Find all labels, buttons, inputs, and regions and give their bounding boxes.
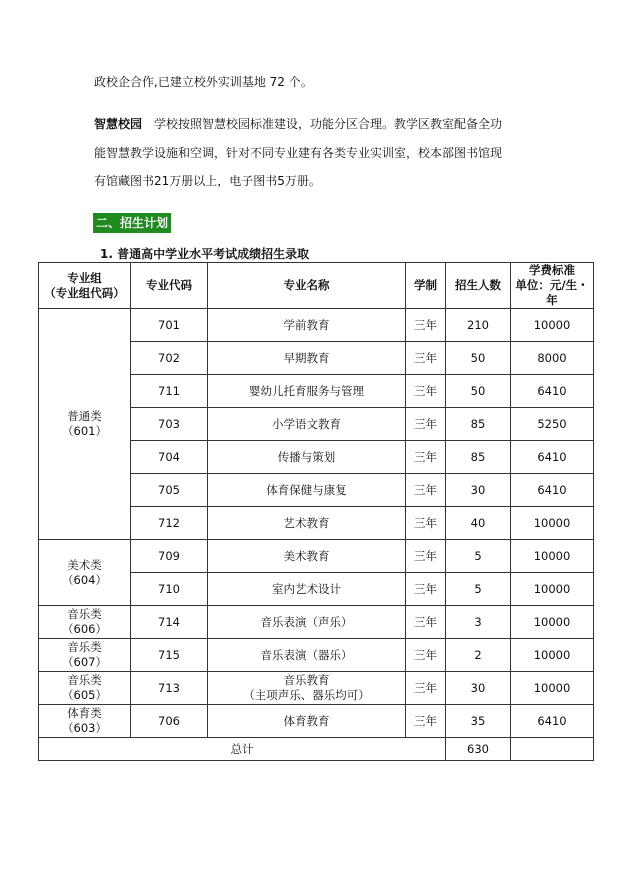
section-heading-enrollment-plan: 二、招生计划 [93,213,171,233]
major-name-cell: 美术教育 [208,540,406,573]
major-code-cell: 714 [131,606,208,639]
enroll-count-cell: 30 [446,672,511,705]
duration-cell: 三年 [406,639,446,672]
group-cell: 美术类 （604） [39,540,131,606]
tuition-fee-cell: 10000 [511,606,594,639]
tuition-fee-cell: 6410 [511,441,594,474]
enroll-count-cell: 5 [446,573,511,606]
tuition-fee-cell: 10000 [511,573,594,606]
tuition-fee-cell: 6410 [511,474,594,507]
major-name-cell: 音乐表演（器乐） [208,639,406,672]
major-name-cell: 小学语文教育 [208,408,406,441]
major-code-cell: 713 [131,672,208,705]
enroll-count-cell: 50 [446,375,511,408]
major-code-cell: 702 [131,342,208,375]
duration-cell: 三年 [406,705,446,738]
table-row [39,606,594,639]
enroll-count-cell: 50 [446,342,511,375]
major-code-cell: 706 [131,705,208,738]
major-code-cell: 704 [131,441,208,474]
group-cell: 音乐类 （606） [39,606,131,639]
tuition-fee-cell: 6410 [511,705,594,738]
major-name-cell: 传播与策划 [208,441,406,474]
duration-cell: 三年 [406,672,446,705]
enrollment-plan-table [38,262,594,761]
header-name: 专业名称 [208,263,406,309]
tuition-fee-cell: 5250 [511,408,594,441]
header-duration: 学制 [406,263,446,309]
enroll-count-cell: 210 [446,309,511,342]
tuition-fee-cell: 8000 [511,342,594,375]
enroll-count-cell: 30 [446,474,511,507]
major-code-cell: 705 [131,474,208,507]
major-name-cell: 室内艺术设计 [208,573,406,606]
campus-text-1: 学校按照智慧校园标准建设，功能分区合理。教学区教室配备全功 [142,117,503,131]
duration-cell: 三年 [406,474,446,507]
major-name-cell: 体育保健与康复 [208,474,406,507]
campus-paragraph-line-3: 有馆藏图书21万册以上，电子图书5万册。 [94,174,321,188]
header-code: 专业代码 [131,263,208,309]
major-name-cell: 早期教育 [208,342,406,375]
campus-paragraph-line-2: 能智慧教学设施和空调，针对不同专业建有各类专业实训室，校本部图书馆现 [94,146,503,160]
intro-line-1: 政校企合作,已建立校外实训基地 72 个。 [94,75,313,89]
campus-label: 智慧校园 [94,117,143,131]
major-name-cell: 艺术教育 [208,507,406,540]
table-row [39,672,594,705]
major-code-cell: 710 [131,573,208,606]
tuition-fee-cell: 10000 [511,540,594,573]
major-name-cell: 婴幼儿托育服务与管理 [208,375,406,408]
campus-paragraph-line-1 [94,117,502,131]
group-cell: 普通类 （601） [39,309,131,540]
major-code-cell: 701 [131,309,208,342]
duration-cell: 三年 [406,309,446,342]
duration-cell: 三年 [406,507,446,540]
group-cell: 音乐类 （607） [39,639,131,672]
major-name-cell: 音乐教育 （主项声乐、器乐均可） [208,672,406,705]
duration-cell: 三年 [406,342,446,375]
table-row [39,309,594,342]
group-cell: 音乐类 （605） [39,672,131,705]
major-code-cell: 703 [131,408,208,441]
major-code-cell: 712 [131,507,208,540]
table-row [39,705,594,738]
major-code-cell: 715 [131,639,208,672]
duration-cell: 三年 [406,408,446,441]
header-group: 专业组 （专业组代码） [39,263,131,309]
enroll-count-cell: 40 [446,507,511,540]
group-cell: 体育类 （603） [39,705,131,738]
tuition-fee-cell: 6410 [511,375,594,408]
duration-cell: 三年 [406,540,446,573]
table-row [39,639,594,672]
major-code-cell: 709 [131,540,208,573]
enroll-count-cell: 85 [446,408,511,441]
total-fee-empty [511,738,594,761]
duration-cell: 三年 [406,375,446,408]
table-row [39,540,594,573]
table-total-row [39,738,594,761]
major-name-cell: 音乐表演（声乐） [208,606,406,639]
header-enroll: 招生人数 [446,263,511,309]
enroll-count-cell: 2 [446,639,511,672]
enroll-count-cell: 35 [446,705,511,738]
enroll-count-cell: 85 [446,441,511,474]
major-code-cell: 711 [131,375,208,408]
tuition-fee-cell: 10000 [511,309,594,342]
enroll-count-cell: 3 [446,606,511,639]
duration-cell: 三年 [406,441,446,474]
table-header-row [39,263,594,309]
major-name-cell: 学前教育 [208,309,406,342]
duration-cell: 三年 [406,573,446,606]
tuition-fee-cell: 10000 [511,672,594,705]
table-subheading: 1. 普通高中学业水平考试成绩招生录取 [100,247,310,261]
header-fee: 学费标准 单位：元/生・年 [511,263,594,309]
tuition-fee-cell: 10000 [511,507,594,540]
tuition-fee-cell: 10000 [511,639,594,672]
enroll-count-cell: 5 [446,540,511,573]
total-enroll: 630 [446,738,511,761]
duration-cell: 三年 [406,606,446,639]
major-name-cell: 体育教育 [208,705,406,738]
total-label: 总计 [39,738,446,761]
